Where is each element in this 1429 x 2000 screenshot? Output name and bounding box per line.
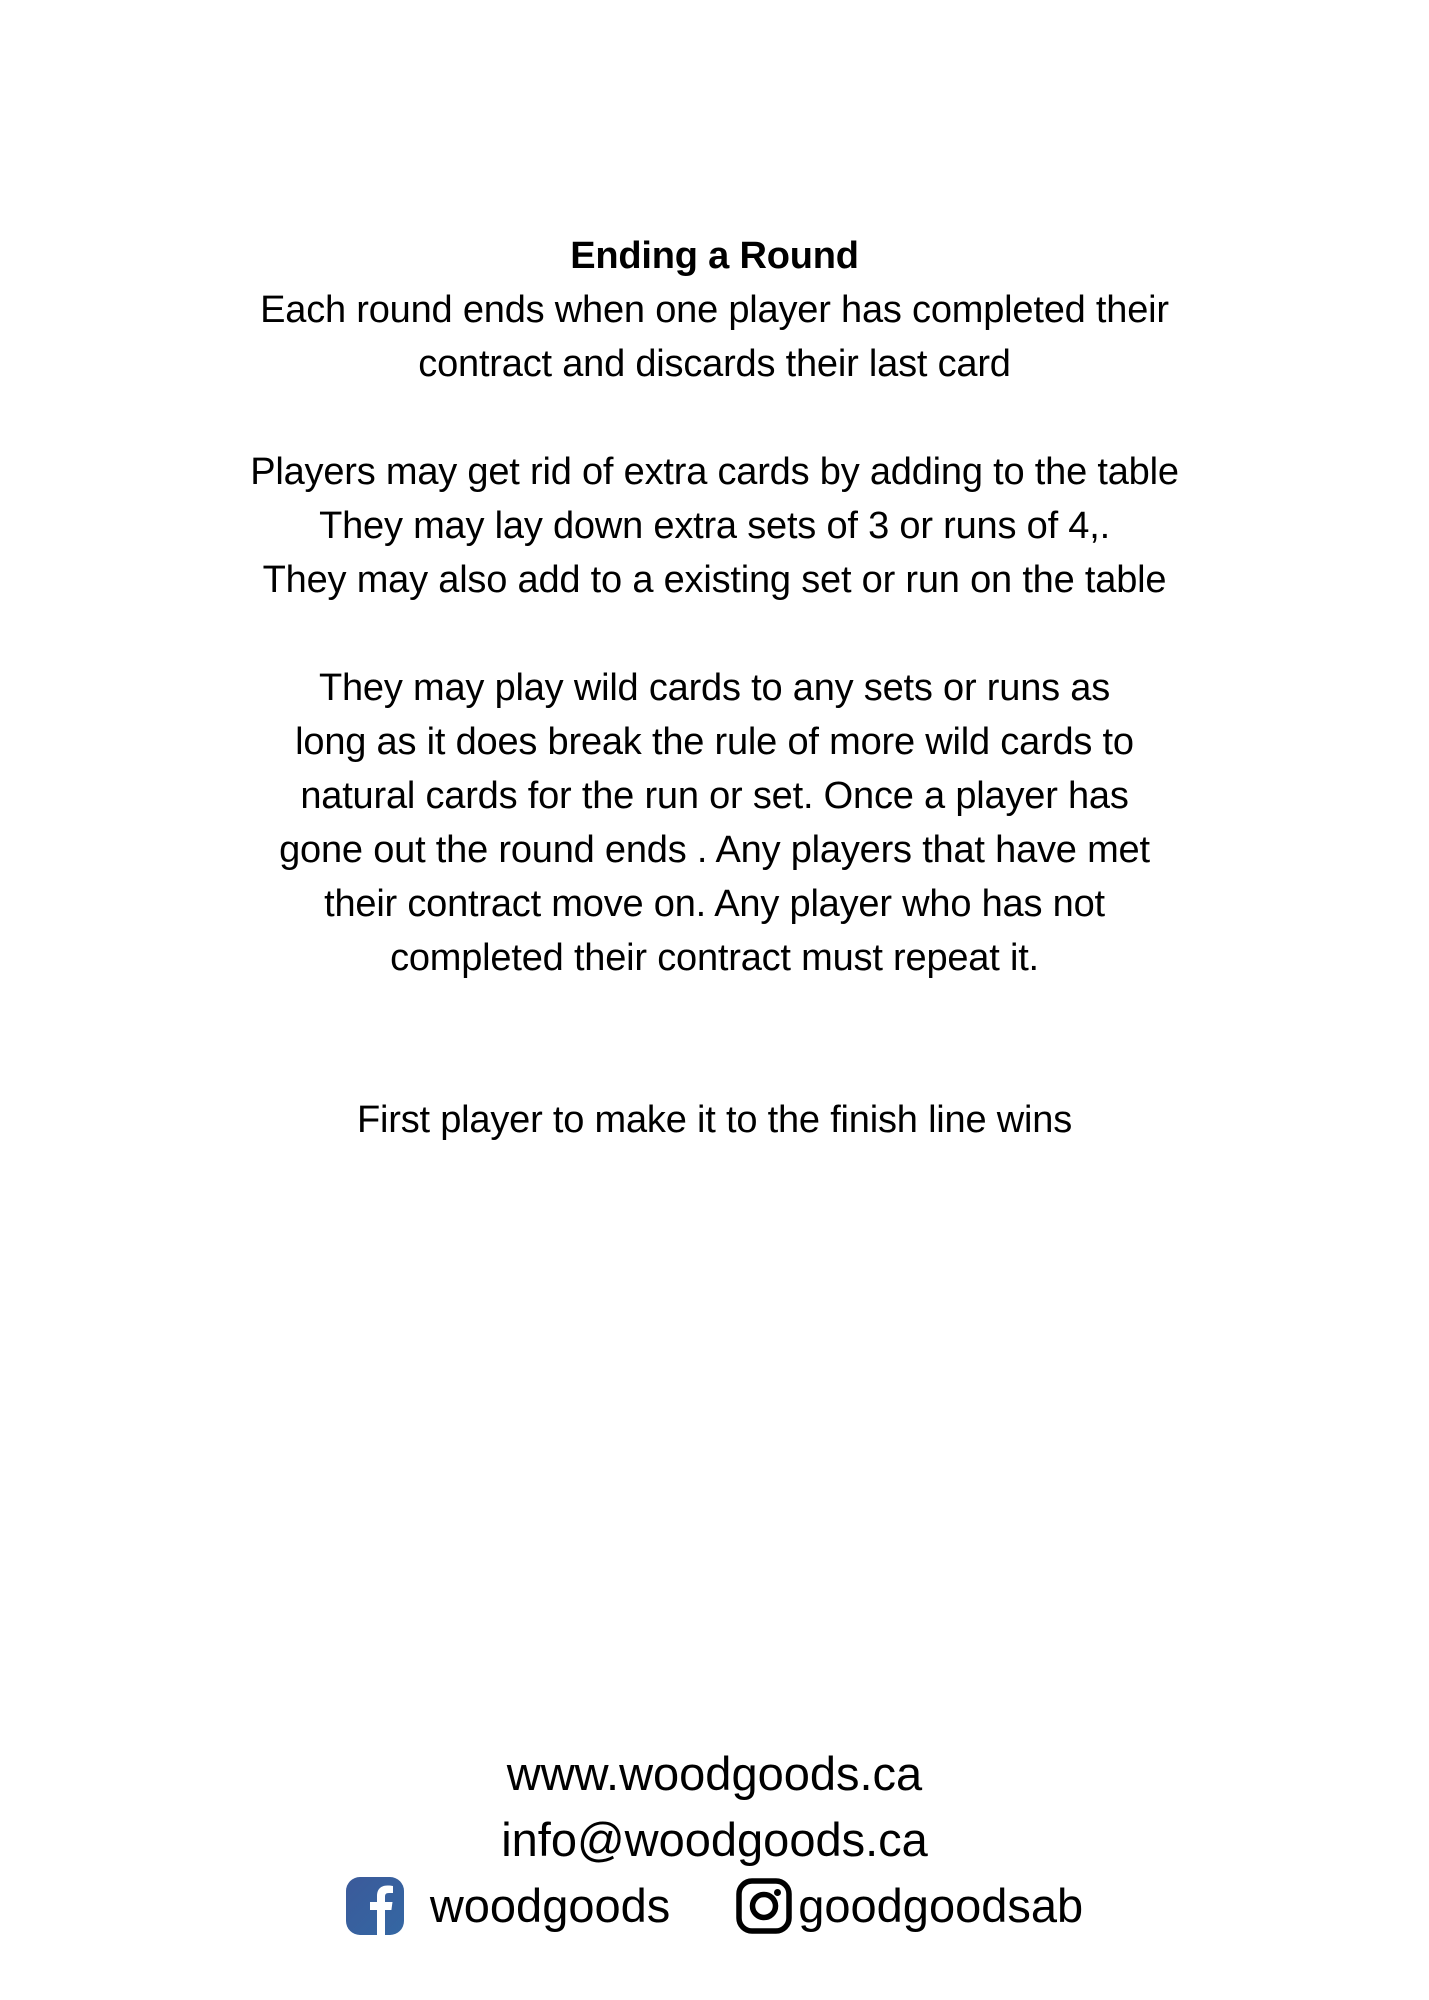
paragraph-extra-cards	[0, 445, 1429, 607]
spacer	[0, 985, 1429, 1039]
text-line: long as it does break the rule of more wild cards to	[295, 721, 1134, 763]
text-line: They may play wild cards to any sets or runs as	[318, 667, 1111, 709]
instagram-handle: goodgoodsab	[798, 1879, 1084, 1932]
website-link[interactable]: www.woodgoods.ca	[506, 1747, 923, 1800]
email-link[interactable]: info@woodgoods.ca	[501, 1813, 928, 1866]
text-line: gone out the round ends . Any players that have met	[279, 829, 1150, 871]
instagram-icon	[736, 1878, 792, 1934]
spacer	[0, 607, 1429, 661]
text-line: They may lay down extra sets of 3 or runs of 4,.	[319, 505, 1110, 547]
section-heading: Ending a Round	[570, 235, 859, 277]
paragraph-wild-cards	[0, 661, 1429, 985]
text-line: contract and discards their last card	[418, 343, 1011, 385]
facebook-handle: woodgoods	[429, 1879, 671, 1932]
text-line: natural cards for the run or set. Once a player has	[300, 775, 1129, 817]
paragraph-winner	[0, 1093, 1429, 1147]
contact-footer	[0, 1741, 1429, 1939]
text-line: They may also add to a existing set or run on the table	[262, 559, 1167, 601]
text-line: Players may get rid of extra cards by adding to the table	[250, 451, 1179, 493]
text-line: Each round ends when one player has completed their	[260, 289, 1169, 331]
paragraph-round-end	[0, 283, 1429, 391]
facebook-icon	[346, 1877, 404, 1935]
text-line: First player to make it to the finish line wins	[357, 1099, 1072, 1141]
social-links	[0, 1873, 1429, 1939]
rules-section	[0, 229, 1429, 1147]
spacer	[0, 391, 1429, 445]
spacer	[0, 1039, 1429, 1093]
facebook-link[interactable]	[346, 1873, 670, 1939]
text-line: their contract move on. Any player who has not	[324, 883, 1105, 925]
text-line: completed their contract must repeat it.	[390, 937, 1039, 979]
instagram-link[interactable]	[736, 1873, 1083, 1939]
